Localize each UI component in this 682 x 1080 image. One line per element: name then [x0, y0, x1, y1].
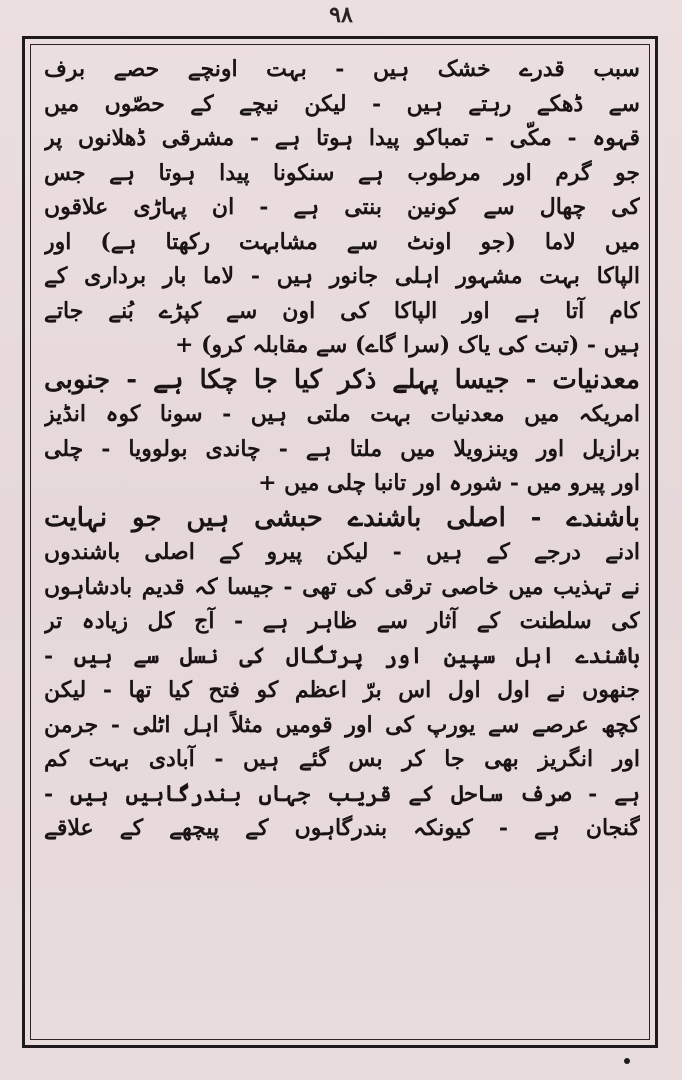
page-number: ۹۸ — [329, 2, 353, 28]
text-line: باشندے اہل سپین اور پرتگال کی نسل سے ہیں - — [44, 642, 640, 669]
section-heading-minerals-line: معدنیات - جیسا پہلے ذکر کیا جا چکا ہے - جنوبی — [44, 364, 640, 395]
text-line: کام آتا ہے اور الپاکا کی اون سے کپڑے بُنے جاتے — [44, 297, 640, 324]
text-line: الپاکا بہت مشہور اہلی جانور ہیں - لاما بار برداری کے — [44, 263, 640, 289]
text-line: ادنے درجے کے ہیں - لیکن پیرو کے اصلی باشندوں — [44, 539, 640, 565]
text-line: جنھوں نے اول اول اس برّ اعظم کو فتح کیا تھا - لیکن — [44, 677, 640, 703]
text-line: کچھ عرصے سے یورپ کی اور قومیں مثلاً اہل اٹلی - جرمن — [44, 711, 640, 738]
section-heading-inhabitants-line: باشندے - اصلی باشندے حبشی ہیں جو نہایت — [44, 502, 640, 533]
urdu-text-body — [44, 52, 640, 1030]
text-line: امریکہ میں معدنیات بہت ملتی ہیں - سونا کوہ انڈیز — [44, 401, 640, 427]
text-line: نے تہذیب میں خاصی ترقی کی تھی - جیسا کہ قدیم بادشاہوں — [44, 573, 640, 600]
text-line: سبب قدرے خشک ہیں - بہت اونچے حصے برف — [44, 56, 640, 82]
text-line: گنجان ہے - کیونکہ بندرگاہوں کے پیچھے کے علاقے — [44, 815, 640, 841]
text-line: برازیل اور وینزویلا میں ملتا ہے - چاندی بولوویا - چلی — [44, 435, 640, 462]
text-line: اور پیرو میں - شورہ اور تانبا چلی میں + — [258, 470, 640, 496]
ink-dot — [624, 1058, 630, 1064]
text-line: ہے - صرف ساحل کے قریب جہاں بندرگاہیں ہیں - — [44, 780, 640, 807]
text-line: کی سلطنت کے آثار سے ظاہر ہے - آج کل زیادہ تر — [44, 608, 640, 634]
text-line: کی چھال سے کونین بنتی ہے - ان پہاڑی علاقوں — [44, 194, 640, 220]
text-line: اور انگریز بھی جا کر بس گئے ہیں - آبادی بہت کم — [44, 746, 640, 772]
text-line: میں لاما (جو اونٹ سے مشابہت رکھتا ہے) اور — [44, 228, 640, 255]
text-line: جو گرم اور مرطوب ہے سنکونا پیدا ہوتا ہے جس — [44, 159, 640, 186]
text-line: ہیں - (تبت کی یاک (سرا گاے) سے مقابلہ کرو) + — [175, 332, 640, 358]
text-line: قہوہ - مکّی - تمباکو پیدا ہوتا ہے - مشرقی ڈھلانوں پر — [44, 125, 640, 151]
text-line: سے ڈھکے رہتے ہیں - لیکن نیچے کے حصّوں میں — [44, 90, 640, 117]
